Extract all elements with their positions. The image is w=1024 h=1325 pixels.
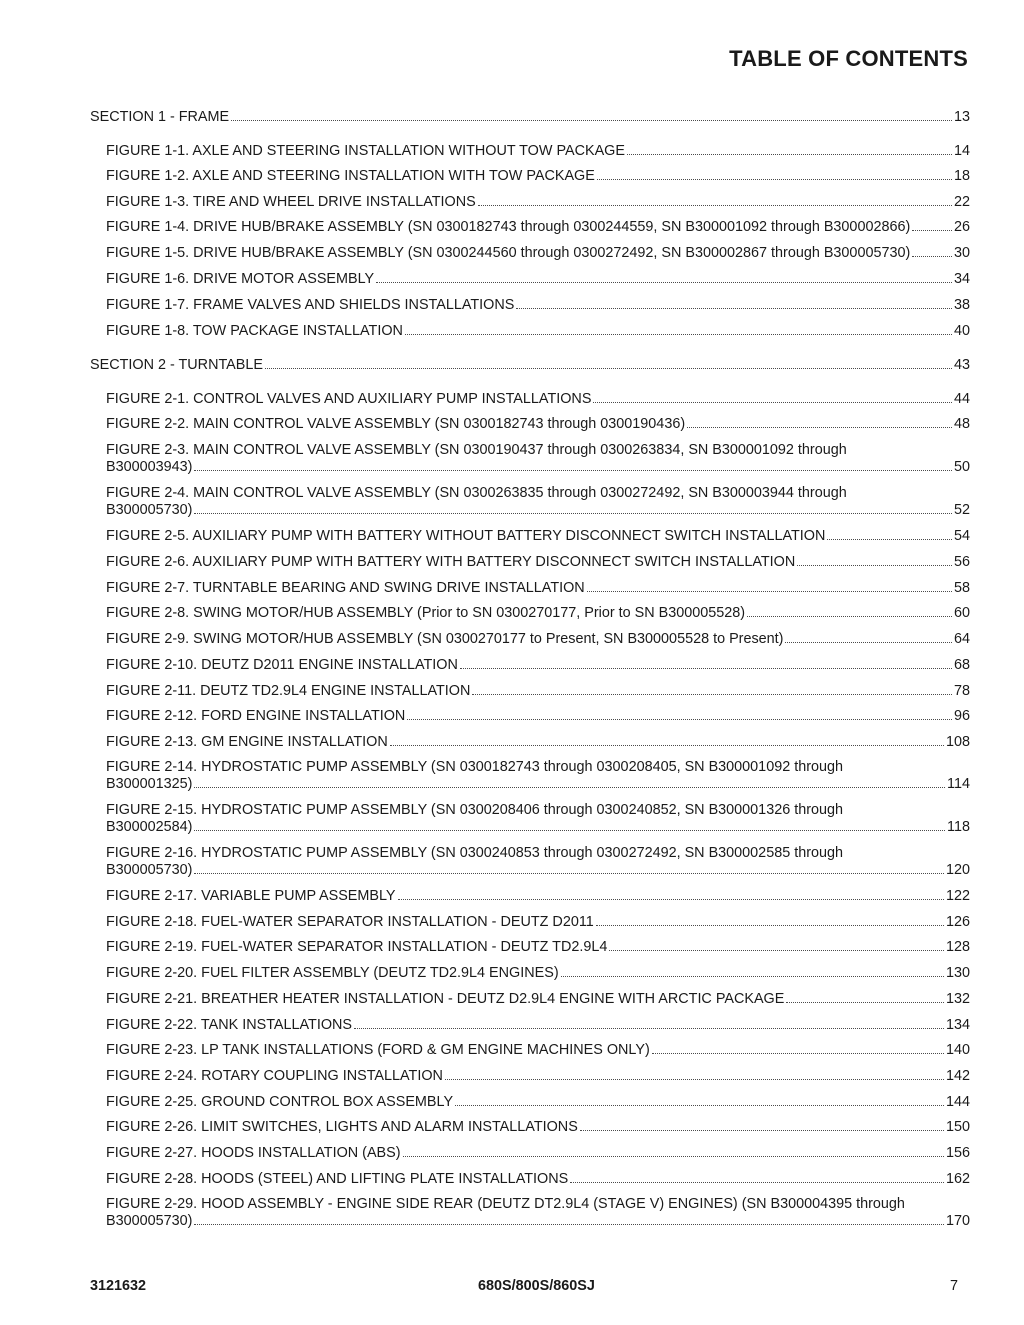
toc-figure-entry[interactable]: [106, 1017, 970, 1034]
dot-leader: [460, 657, 952, 669]
toc-entry-title: FIGURE 2-18. FUEL-WATER SEPARATOR INSTALLATION - DEUTZ D2011: [106, 914, 594, 930]
toc-entry-row: [106, 528, 970, 545]
toc-figure-entry[interactable]: [106, 605, 970, 622]
toc-entry-page-number: 34: [953, 271, 970, 287]
toc-figure-entry[interactable]: [106, 416, 970, 433]
toc-entry-title: FIGURE 2-12. FORD ENGINE INSTALLATION: [106, 708, 406, 724]
toc-entry-page-number: 50: [953, 459, 970, 475]
toc-figure-entry[interactable]: [106, 1196, 970, 1230]
toc-entry-title: SECTION 1 - FRAME: [90, 109, 230, 125]
toc-entry-row: [106, 416, 970, 433]
toc-entry-row: [106, 914, 970, 931]
toc-entry-page-number: 78: [953, 683, 970, 699]
toc-entry-row: [106, 502, 970, 519]
toc-entry-row: [106, 554, 970, 571]
dot-leader: [265, 357, 952, 369]
toc-entry-title: FIGURE 1-1. AXLE AND STEERING INSTALLATION WITHOUT TOW PACKAGE: [106, 143, 625, 159]
dot-leader: [912, 219, 952, 231]
toc-entry-title: FIGURE 1-2. AXLE AND STEERING INSTALLATION WITH TOW PACKAGE: [106, 168, 595, 184]
dot-leader: [786, 991, 944, 1003]
toc-entry-page-number: 128: [945, 939, 970, 955]
toc-entry-row: [106, 323, 970, 340]
dot-leader: [516, 297, 952, 309]
toc-entry-title: FIGURE 2-9. SWING MOTOR/HUB ASSEMBLY (SN 0300270177 to Present, SN B300005528 to Present): [106, 631, 784, 647]
toc-entry-title: FIGURE 2-25. GROUND CONTROL BOX ASSEMBLY: [106, 1094, 454, 1110]
toc-figure-entry[interactable]: [106, 657, 970, 674]
toc-figure-entry[interactable]: [106, 323, 970, 340]
toc-entry-row: [90, 109, 970, 126]
dot-leader: [376, 271, 952, 283]
toc-entry-page-number: 162: [945, 1171, 970, 1187]
toc-entry-row: [106, 862, 970, 879]
toc-entry-row: [106, 605, 970, 622]
toc-entry-title-line: FIGURE 2-16. HYDROSTATIC PUMP ASSEMBLY (SN 0300240853 through 0300272492, SN B300002585 through: [106, 845, 844, 861]
toc-entry-page-number: 68: [953, 657, 970, 673]
dot-leader: [593, 391, 952, 403]
toc-entry-page-number: 170: [945, 1213, 970, 1229]
toc-entry-page-number: 30: [953, 245, 970, 261]
toc-entry-row: [106, 1042, 970, 1059]
toc-figure-entry[interactable]: [106, 1145, 970, 1162]
toc-entry-row: [106, 631, 970, 648]
toc-entry-row: [106, 776, 970, 793]
dot-leader: [194, 459, 952, 471]
toc-figure-entry[interactable]: [106, 888, 970, 905]
dot-leader: [652, 1042, 944, 1054]
toc-figure-entry[interactable]: [106, 631, 970, 648]
toc-figure-entry[interactable]: [106, 580, 970, 597]
toc-entry-row: [106, 194, 970, 211]
toc-entry-row: [106, 734, 970, 751]
toc-entry-page-number: 96: [953, 708, 970, 724]
toc-figure-entry[interactable]: [106, 528, 970, 545]
dot-leader: [405, 323, 952, 335]
toc-figure-entry[interactable]: [106, 991, 970, 1008]
dot-leader: [194, 819, 945, 831]
toc-entry-title: FIGURE 2-1. CONTROL VALVES AND AUXILIARY PUMP INSTALLATIONS: [106, 391, 592, 407]
toc-entry-row: [106, 1171, 970, 1188]
toc-entry-page-number: 150: [945, 1119, 970, 1135]
toc-entry-row: [106, 143, 970, 160]
toc-entry-page-number: 43: [953, 357, 970, 373]
dot-leader: [194, 776, 945, 788]
toc-entry-title: FIGURE 1-5. DRIVE HUB/BRAKE ASSEMBLY (SN 0300244560 through 0300272492, SN B300002867 through B300005730): [106, 245, 911, 261]
toc-entry-title: FIGURE 2-6. AUXILIARY PUMP WITH BATTERY WITH BATTERY DISCONNECT SWITCH INSTALLATION: [106, 554, 796, 570]
dot-leader: [627, 143, 952, 155]
dot-leader: [407, 708, 952, 720]
toc-entry-row: [106, 168, 970, 185]
dot-leader: [570, 1171, 944, 1183]
toc-figure-entry[interactable]: [106, 1068, 970, 1085]
dot-leader: [231, 109, 952, 121]
toc-entry-title: FIGURE 1-7. FRAME VALVES AND SHIELDS INSTALLATIONS: [106, 297, 515, 313]
toc-entry-page-number: 132: [945, 991, 970, 1007]
dot-leader: [478, 194, 952, 206]
toc-entry-row: [106, 819, 970, 836]
toc-entry-page-number: 60: [953, 605, 970, 621]
toc-figure-entry[interactable]: [106, 1119, 970, 1136]
toc-entry-row: [106, 991, 970, 1008]
toc-entry-title: FIGURE 2-27. HOODS INSTALLATION (ABS): [106, 1145, 401, 1161]
dot-leader: [827, 528, 952, 540]
toc-entry-page-number: 13: [953, 109, 970, 125]
toc-entry-row: [106, 1145, 970, 1162]
toc-entry-row: [106, 888, 970, 905]
toc-entry-row: [106, 1017, 970, 1034]
dot-leader: [687, 416, 952, 428]
dot-leader: [390, 734, 944, 746]
toc-entry-page-number: 156: [945, 1145, 970, 1161]
toc-section-entry[interactable]: [90, 109, 970, 126]
footer-page-number: 7: [950, 1278, 959, 1294]
toc-figure-entry[interactable]: [106, 683, 970, 700]
toc-entry-title-line: FIGURE 2-29. HOOD ASSEMBLY - ENGINE SIDE REAR (DEUTZ DT2.9L4 (STAGE V) ENGINES) (SN B300004395 through: [106, 1196, 905, 1212]
toc-entry-title: FIGURE 1-3. TIRE AND WHEEL DRIVE INSTALLATIONS: [106, 194, 476, 210]
toc-entry-page-number: 22: [953, 194, 970, 210]
toc-entry-title: FIGURE 2-24. ROTARY COUPLING INSTALLATION: [106, 1068, 443, 1084]
dot-leader: [194, 862, 944, 874]
dot-leader: [747, 605, 952, 617]
toc-entry-page-number: 126: [945, 914, 970, 930]
dot-leader: [403, 1145, 944, 1157]
dot-leader: [194, 1213, 944, 1225]
dot-leader: [597, 168, 952, 180]
dot-leader: [561, 965, 944, 977]
toc-entry-row: [106, 219, 970, 236]
toc-entry-title: FIGURE 2-11. DEUTZ TD2.9L4 ENGINE INSTALLATION: [106, 683, 471, 699]
toc-entry-page-number: 144: [945, 1094, 970, 1110]
footer-model-name: 680S/800S/860SJ: [478, 1278, 595, 1294]
toc-entry-title: SECTION 2 - TURNTABLE: [90, 357, 263, 373]
toc-entry-title: FIGURE 2-22. TANK INSTALLATIONS: [106, 1017, 353, 1033]
toc-figure-entry[interactable]: [106, 245, 970, 262]
dot-leader: [445, 1068, 944, 1080]
toc-entry-page-number: 48: [953, 416, 970, 432]
dot-leader: [785, 631, 952, 643]
toc-entry-page-number: 140: [945, 1042, 970, 1058]
toc-figure-entry[interactable]: [106, 965, 970, 982]
toc-entry-title: B300001325): [106, 776, 193, 792]
toc-entry-title: B300003943): [106, 459, 193, 475]
toc-figure-entry[interactable]: [106, 708, 970, 725]
toc-entry-row: [106, 245, 970, 262]
toc-entry-title-line: FIGURE 2-14. HYDROSTATIC PUMP ASSEMBLY (SN 0300182743 through 0300208405, SN B300001092 through: [106, 759, 844, 775]
toc-entry-page-number: 134: [945, 1017, 970, 1033]
toc-entry-page-number: 142: [945, 1068, 970, 1084]
toc-entry-page-number: 38: [953, 297, 970, 313]
toc-entry-title: B300005730): [106, 1213, 193, 1229]
toc-figure-entry[interactable]: [106, 914, 970, 931]
toc-entry-page-number: 44: [953, 391, 970, 407]
toc-entry-row: [106, 459, 970, 476]
toc-entry-row: [106, 580, 970, 597]
toc-entry-row: [106, 657, 970, 674]
toc-figure-entry[interactable]: [106, 845, 970, 879]
toc-entry-title-line: FIGURE 2-3. MAIN CONTROL VALVE ASSEMBLY (SN 0300190437 through 0300263834, SN B300001092 through: [106, 442, 847, 458]
toc-entry-row: [106, 939, 970, 956]
toc-figure-entry[interactable]: [106, 759, 970, 793]
toc-entry-title: FIGURE 2-19. FUEL-WATER SEPARATOR INSTALLATION - DEUTZ TD2.9L4: [106, 939, 608, 955]
toc-entry-page-number: 14: [953, 143, 970, 159]
toc-entry-title: FIGURE 2-23. LP TANK INSTALLATIONS (FORD & GM ENGINE MACHINES ONLY): [106, 1042, 650, 1058]
toc-figure-entry[interactable]: [106, 734, 970, 751]
dot-leader: [596, 914, 944, 926]
toc-entry-title: FIGURE 2-20. FUEL FILTER ASSEMBLY (DEUTZ TD2.9L4 ENGINES): [106, 965, 559, 981]
toc-figure-entry[interactable]: [106, 194, 970, 211]
toc-entry-title: FIGURE 1-8. TOW PACKAGE INSTALLATION: [106, 323, 403, 339]
dot-leader: [587, 580, 952, 592]
toc-entry-page-number: 120: [945, 862, 970, 878]
toc-entry-title: FIGURE 1-4. DRIVE HUB/BRAKE ASSEMBLY (SN 0300182743 through 0300244559, SN B300001092 through B300002866): [106, 219, 911, 235]
toc-figure-entry[interactable]: [106, 391, 970, 408]
toc-entry-title-line: FIGURE 2-15. HYDROSTATIC PUMP ASSEMBLY (SN 0300208406 through 0300240852, SN B300001326 through: [106, 802, 844, 818]
toc-entry-title: FIGURE 2-5. AUXILIARY PUMP WITH BATTERY WITHOUT BATTERY DISCONNECT SWITCH INSTALLATION: [106, 528, 826, 544]
dot-leader: [398, 888, 944, 900]
toc-figure-entry[interactable]: [106, 1171, 970, 1188]
toc-section-entry[interactable]: [90, 357, 970, 374]
footer-document-number: 3121632: [90, 1278, 147, 1294]
toc-entry-row: [106, 1094, 970, 1111]
toc-figure-entry[interactable]: [106, 168, 970, 185]
toc-entry-row: [106, 965, 970, 982]
dot-leader: [912, 245, 952, 257]
toc-entry-row: [106, 271, 970, 288]
toc-entry-row: [106, 1213, 970, 1230]
toc-figure-entry[interactable]: [106, 143, 970, 160]
toc-entry-page-number: 130: [945, 965, 970, 981]
toc-entry-title-line: FIGURE 2-4. MAIN CONTROL VALVE ASSEMBLY (SN 0300263835 through 0300272492, SN B300003944 through: [106, 485, 847, 501]
toc-entry-page-number: 56: [953, 554, 970, 570]
toc-entry-page-number: 54: [953, 528, 970, 544]
toc-entry-page-number: 114: [947, 776, 970, 792]
toc-entry-title: FIGURE 2-2. MAIN CONTROL VALVE ASSEMBLY (SN 0300182743 through 0300190436): [106, 416, 686, 432]
toc-figure-entry[interactable]: [106, 554, 970, 571]
toc-entry-title: FIGURE 2-10. DEUTZ D2011 ENGINE INSTALLATION: [106, 657, 458, 673]
toc-entry-title: FIGURE 2-7. TURNTABLE BEARING AND SWING DRIVE INSTALLATION: [106, 580, 585, 596]
toc-entry-title: FIGURE 2-17. VARIABLE PUMP ASSEMBLY: [106, 888, 396, 904]
toc-entry-title: B300005730): [106, 502, 193, 518]
toc-entry-page-number: 52: [953, 502, 970, 518]
toc-entry-page-number: 58: [953, 580, 970, 596]
page-title: TABLE OF CONTENTS: [729, 46, 968, 71]
toc-entry-title: B300005730): [106, 862, 193, 878]
toc-figure-entry[interactable]: [106, 1094, 970, 1111]
toc-entry-page-number: 40: [953, 323, 970, 339]
toc-entry-row: [106, 391, 970, 408]
dot-leader: [797, 554, 952, 566]
toc-figure-entry[interactable]: [106, 1042, 970, 1059]
toc-figure-entry[interactable]: [106, 297, 970, 314]
dot-leader: [580, 1119, 944, 1131]
toc-figure-entry[interactable]: [106, 442, 970, 476]
dot-leader: [354, 1017, 944, 1029]
toc-entry-row: [106, 297, 970, 314]
toc-figure-entry[interactable]: [106, 485, 970, 519]
toc-entry-title: FIGURE 2-21. BREATHER HEATER INSTALLATION - DEUTZ D2.9L4 ENGINE WITH ARCTIC PACKAGE: [106, 991, 785, 1007]
toc-entry-row: [106, 708, 970, 725]
toc-entry-title: B300002584): [106, 819, 193, 835]
toc-entry-page-number: 26: [953, 219, 970, 235]
dot-leader: [609, 939, 944, 951]
toc-entry-title: FIGURE 2-28. HOODS (STEEL) AND LIFTING PLATE INSTALLATIONS: [106, 1171, 569, 1187]
toc-entry-page-number: 108: [945, 734, 970, 750]
toc-entry-title: FIGURE 1-6. DRIVE MOTOR ASSEMBLY: [106, 271, 375, 287]
toc-figure-entry[interactable]: [106, 219, 970, 236]
toc-entry-row: [106, 683, 970, 700]
dot-leader: [472, 683, 952, 695]
toc-entry-page-number: 18: [953, 168, 970, 184]
toc-figure-entry[interactable]: [106, 802, 970, 836]
dot-leader: [194, 502, 952, 514]
toc-entry-page-number: 64: [953, 631, 970, 647]
toc-figure-entry[interactable]: [106, 271, 970, 288]
toc-entry-title: FIGURE 2-8. SWING MOTOR/HUB ASSEMBLY (Prior to SN 0300270177, Prior to SN B300005528): [106, 605, 746, 621]
toc-entry-title: FIGURE 2-13. GM ENGINE INSTALLATION: [106, 734, 388, 750]
toc-entry-row: [106, 1068, 970, 1085]
toc-entry-row: [106, 1119, 970, 1136]
toc-figure-entry[interactable]: [106, 939, 970, 956]
toc-entry-row: [90, 357, 970, 374]
toc-entry-title: FIGURE 2-26. LIMIT SWITCHES, LIGHTS AND ALARM INSTALLATIONS: [106, 1119, 578, 1135]
toc-entry-page-number: 118: [947, 819, 970, 835]
dot-leader: [455, 1094, 944, 1106]
toc-entry-page-number: 122: [945, 888, 970, 904]
